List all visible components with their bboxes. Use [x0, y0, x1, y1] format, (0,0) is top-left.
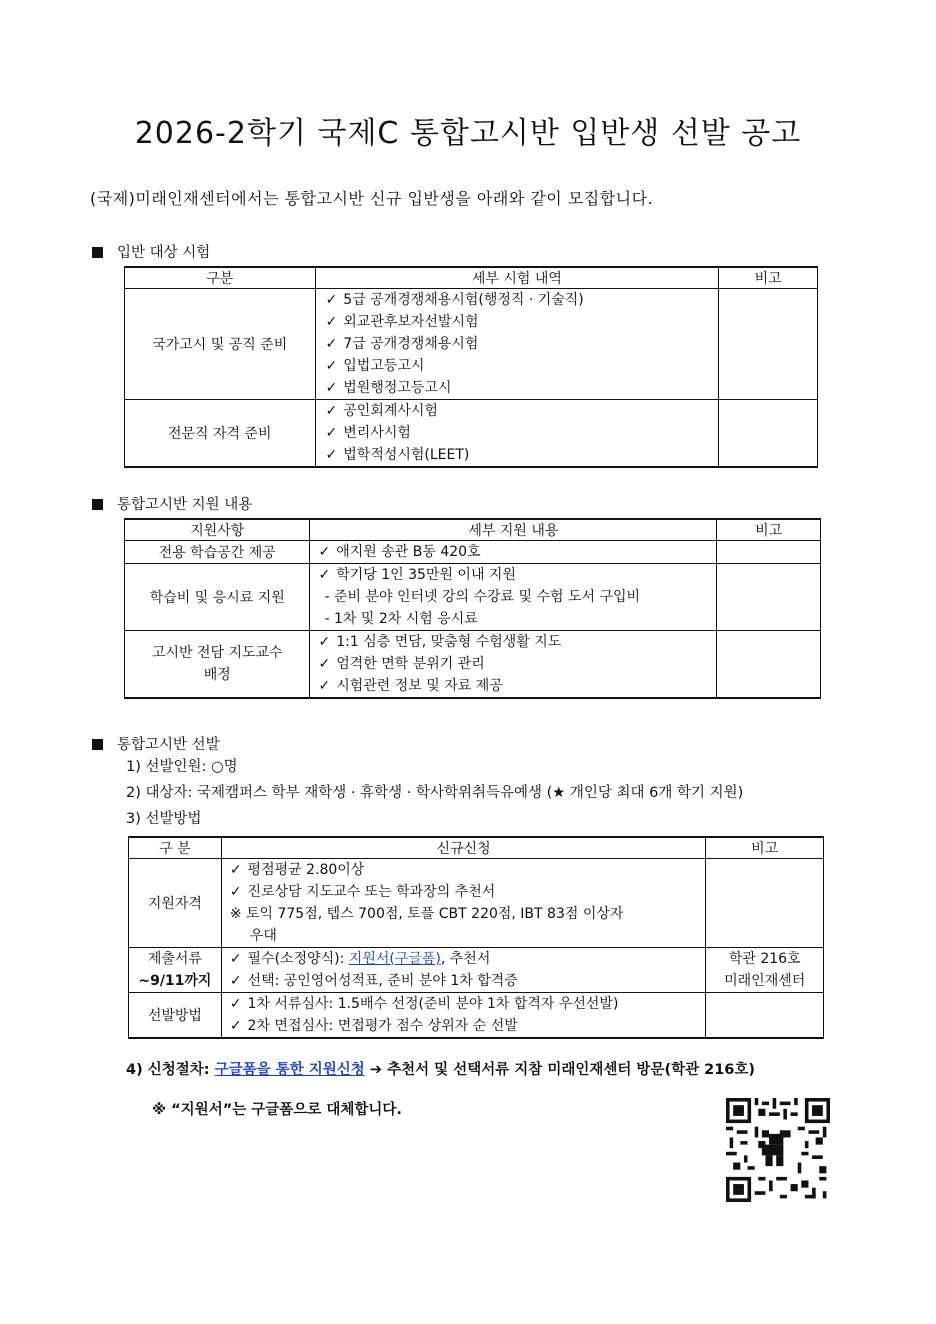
col-header-support: 지원사항 — [125, 519, 310, 541]
col-header-detail: 세부 시험 내역 — [315, 267, 719, 289]
table-row — [125, 400, 818, 468]
square-bullet-icon — [92, 739, 103, 750]
row-category: 선발방법 — [129, 993, 222, 1039]
table-row — [125, 631, 821, 699]
application-form-link[interactable]: 지원서(구글폼) — [348, 951, 441, 967]
row-remark: 학관 216호 미래인재센터 — [706, 948, 824, 993]
table-row — [125, 564, 821, 631]
selection-table — [128, 836, 824, 1039]
row-category: 고시반 전담 지도교수 배정 — [125, 631, 310, 699]
section-heading-support: 통합고시반 지원 내용 — [92, 493, 252, 514]
list-item: ✓ 2차 면접심사: 면접평가 점수 상위자 순 선발 — [230, 1015, 698, 1037]
table-row — [129, 859, 824, 948]
list-item: ✓ 학기당 1인 35만원 이내 지원 — [318, 564, 708, 586]
list-item: ✓ 1차 서류심사: 1.5배수 선정(준비 분야 1차 합격자 우선선발) — [230, 993, 698, 1015]
list-item: ✓ 애지원 송관 B동 420호 — [318, 541, 708, 563]
qr-code-icon[interactable] — [726, 1098, 830, 1202]
list-item: ✓ 7급 공개경쟁채용시험 — [326, 333, 709, 355]
list-item: ✓ 법학적성시험(LEET) — [326, 444, 709, 466]
list-item: ✓ 필수(소정양식): 지원서(구글폼), 추천서 — [230, 948, 698, 970]
square-bullet-icon — [92, 247, 103, 258]
application-steps: 4) 신청절차: 구글폼을 통한 지원신청 ➔ 추천서 및 선택서류 지참 미래인재센터 방문(학관 216호) — [126, 1062, 756, 1078]
list-item: ✓ 진로상담 지도교수 또는 학과장의 추천서 — [230, 881, 698, 903]
list-item: ✓ 법원행정고등고시 — [326, 377, 709, 399]
list-item: ✓ 엄격한 면학 분위기 관리 — [318, 653, 708, 675]
list-item: ✓ 1:1 심층 면담, 맞춤형 수험생활 지도 — [318, 631, 708, 653]
list-item: ※ 토익 775점, 텝스 700점, 토플 CBT 220점, IBT 83점 이상자 — [229, 906, 624, 922]
table-row — [125, 541, 821, 564]
table-row — [129, 993, 824, 1039]
row-remark — [717, 564, 821, 631]
list-item: ✓ 입법고등고시 — [326, 355, 709, 377]
table-row — [125, 289, 818, 400]
list-item: 2) 대상자: 국제캠퍼스 학부 재학생 · 휴학생 · 학사학위취득유예생 (★ 개인당 최대 6개 학기 지원) — [126, 785, 744, 801]
arrow-right-icon: ➔ — [369, 1062, 383, 1078]
row-remark — [719, 400, 818, 468]
row-remark — [719, 289, 818, 400]
footnote: ※ “지원서”는 구글폼으로 대체합니다. — [152, 1102, 402, 1118]
exam-table — [124, 266, 818, 468]
col-header-remark: 비고 — [719, 267, 818, 289]
square-bullet-icon — [92, 499, 103, 510]
list-item: ✓ 외교관후보자선발시험 — [326, 311, 709, 333]
selection-list — [126, 754, 743, 832]
col-header-category: 구 분 — [129, 837, 222, 859]
row-remark — [717, 631, 821, 699]
list-item: ✓ 선택: 공인영어성적표, 준비 분야 1차 합격증 — [230, 970, 698, 992]
section-heading-selection: 통합고시반 선발 — [92, 733, 220, 754]
table-row — [129, 948, 824, 993]
list-item: ✓ 공인회계사시험 — [326, 400, 709, 422]
list-item: ✓ 평점평균 2.80이상 — [230, 859, 698, 881]
row-category: 전문직 자격 준비 — [125, 400, 316, 468]
col-header-remark: 비고 — [717, 519, 821, 541]
row-category: 제출서류 ~9/11까지 — [129, 948, 222, 993]
row-category: 학습비 및 응시료 지원 — [125, 564, 310, 631]
list-item: - 준비 분야 인터넷 강의 수강료 및 수험 도서 구입비 — [324, 589, 641, 605]
list-item: 1) 선발인원: ○명 — [126, 759, 238, 775]
list-item: ✓ 시험관련 정보 및 자료 제공 — [318, 675, 708, 697]
list-item: - 1차 및 2차 시험 응시료 — [324, 611, 478, 627]
row-remark — [706, 993, 824, 1039]
row-remark — [706, 859, 824, 948]
col-header-remark: 비고 — [706, 837, 824, 859]
page-title: 2026-2학기 국제C 통합고시반 입반생 선발 공고 — [134, 116, 802, 151]
row-remark — [717, 541, 821, 564]
col-header-category: 구분 — [125, 267, 316, 289]
row-category: 지원자격 — [129, 859, 222, 948]
intro-text: (국제)미래인재센터에서는 통합고시반 신규 입반생을 아래와 같이 모집합니다. — [90, 189, 654, 208]
list-item: 3) 선발방법 — [126, 811, 202, 827]
col-header-new-application: 신규신청 — [221, 837, 706, 859]
row-category: 전용 학습공간 제공 — [125, 541, 310, 564]
list-item: 우대 — [249, 928, 277, 944]
row-category: 국가고시 및 공직 준비 — [125, 289, 316, 400]
list-item: ✓ 변리사시험 — [326, 422, 709, 444]
list-item: ✓ 5급 공개경쟁채용시험(행정직 · 기술직) — [326, 289, 709, 311]
col-header-detail: 세부 지원 내용 — [310, 519, 717, 541]
support-table — [124, 518, 821, 699]
google-form-link[interactable]: 구글폼을 통한 지원신청 — [214, 1062, 365, 1078]
section-heading-exams: 입반 대상 시험 — [92, 241, 210, 262]
